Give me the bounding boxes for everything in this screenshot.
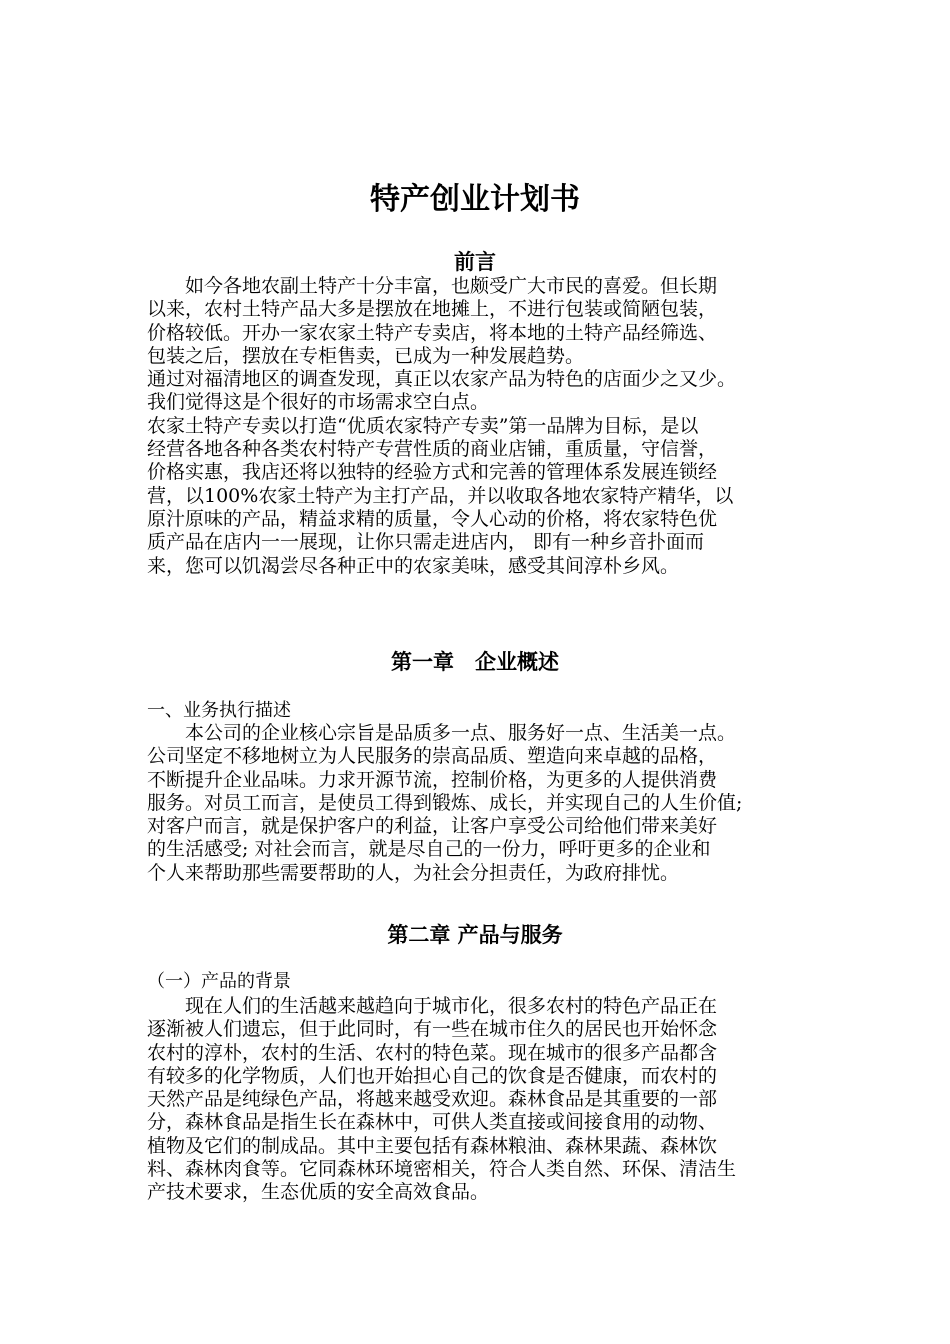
preface-line: 原汁原味的产品，精益求精的质量，令人心动的价格，将农家特色优 xyxy=(147,507,718,530)
preface-line: 我们觉得这是个很好的市场需求空白点。 xyxy=(147,391,490,414)
chapter2-line: 农村的淳朴，农村的生活、农村的特色菜。现在城市的很多产品都含 xyxy=(147,1041,718,1064)
chapter1-line: 的生活感受; 对社会而言，就是尽自己的一份力，呼吁更多的企业和 xyxy=(147,838,711,861)
preface-line: 经营各地各种各类农村特产专营性质的商业店铺，重质量，守信誉， xyxy=(147,438,718,461)
chapter2-line: 有较多的化学物质，人们也开始担心自己的饮食是否健康，而农村的 xyxy=(147,1064,718,1087)
chapter1-line: 公司坚定不移地树立为人民服务的崇高品质、塑造向来卓越的品格， xyxy=(147,745,718,768)
chapter2-line: 天然产品是纯绿色产品，将越来越受欢迎。森林食品是其重要的一部 xyxy=(147,1088,718,1111)
chapter2-line: 现在人们的生活越来越趋向于城市化，很多农村的特色产品正在 xyxy=(185,995,718,1017)
chapter1-heading: 第一章 企业概述 xyxy=(391,650,559,674)
chapter2-section-label: （一）产品的背景 xyxy=(147,971,291,992)
preface-line: 包装之后，摆放在专柜售卖，已成为一种发展趋势。 xyxy=(147,344,585,367)
chapter2-body xyxy=(147,995,827,1205)
preface-line: 价格较低。开办一家农家土特产专卖店，将本地的土特产品经筛选、 xyxy=(147,321,718,344)
preface-line: 通过对福清地区的调查发现，真正以农家产品为特色的店面少之又少。 xyxy=(147,368,737,391)
preface-line: 农家土特产专卖以打造“优质农家特产专卖”第一品牌为目标，是以 xyxy=(147,414,699,437)
chapter1-line: 不断提升企业品味。力求开源节流，控制价格，为更多的人提供消费 xyxy=(147,768,718,791)
chapter2-line: 产技术要求，生态优质的安全高效食品。 xyxy=(147,1181,490,1204)
chapter1-body xyxy=(147,722,827,885)
preface-line: 质产品在店内一一展现，让你只需走进店内， 即有一种乡音扑面而 xyxy=(147,531,705,554)
preface-heading: 前言 xyxy=(454,250,496,274)
chapter2-heading: 第二章 产品与服务 xyxy=(387,923,563,947)
chapter2-line: 逐渐被人们遗忘，但于此同时，有一些在城市住久的居民也开始怀念 xyxy=(147,1018,718,1041)
chapter2-line: 料、森林肉食等。它同森林环境密相关，符合人类自然、环保、清洁生 xyxy=(147,1158,737,1181)
document-title: 特产创业计划书 xyxy=(370,182,580,217)
preface-line: 以来，农村土特产品大多是摆放在地摊上，不进行包装或简陋包装， xyxy=(147,298,718,321)
chapter2-line: 分，森林食品是指生长在森林中，可供人类直接或间接食用的动物、 xyxy=(147,1111,718,1134)
chapter2-line: 植物及它们的制成品。其中主要包括有森林粮油、森林果蔬、森林饮 xyxy=(147,1134,718,1157)
chapter1-line: 本公司的企业核心宗旨是品质多一点、服务好一点、生活美一点。 xyxy=(185,722,737,744)
preface-line: 营，以100%农家土特产为主打产品，并以收取各地农家特产精华，以 xyxy=(147,484,734,507)
chapter1-line: 个人来帮助那些需要帮助的人，为社会分担责任，为政府排忧。 xyxy=(147,861,680,884)
preface-line: 来，您可以饥渴尝尽各种正中的农家美味，感受其间淳朴乡风。 xyxy=(147,554,680,577)
preface-line: 价格实惠，我店还将以独特的经验方式和完善的管理体系发展连锁经 xyxy=(147,461,718,484)
chapter1-section-label: 一、业务执行描述 xyxy=(147,700,291,721)
chapter1-line: 对客户而言，就是保护客户的利益，让客户享受公司给他们带来美好 xyxy=(147,815,718,838)
preface-line: 如今各地农副土特产十分丰富，也颇受广大市民的喜爱。但长期 xyxy=(185,275,718,297)
chapter1-line: 服务。对员工而言，是使员工得到锻炼、成长，并实现自己的人生价值; xyxy=(147,791,743,814)
preface-body xyxy=(147,275,827,578)
